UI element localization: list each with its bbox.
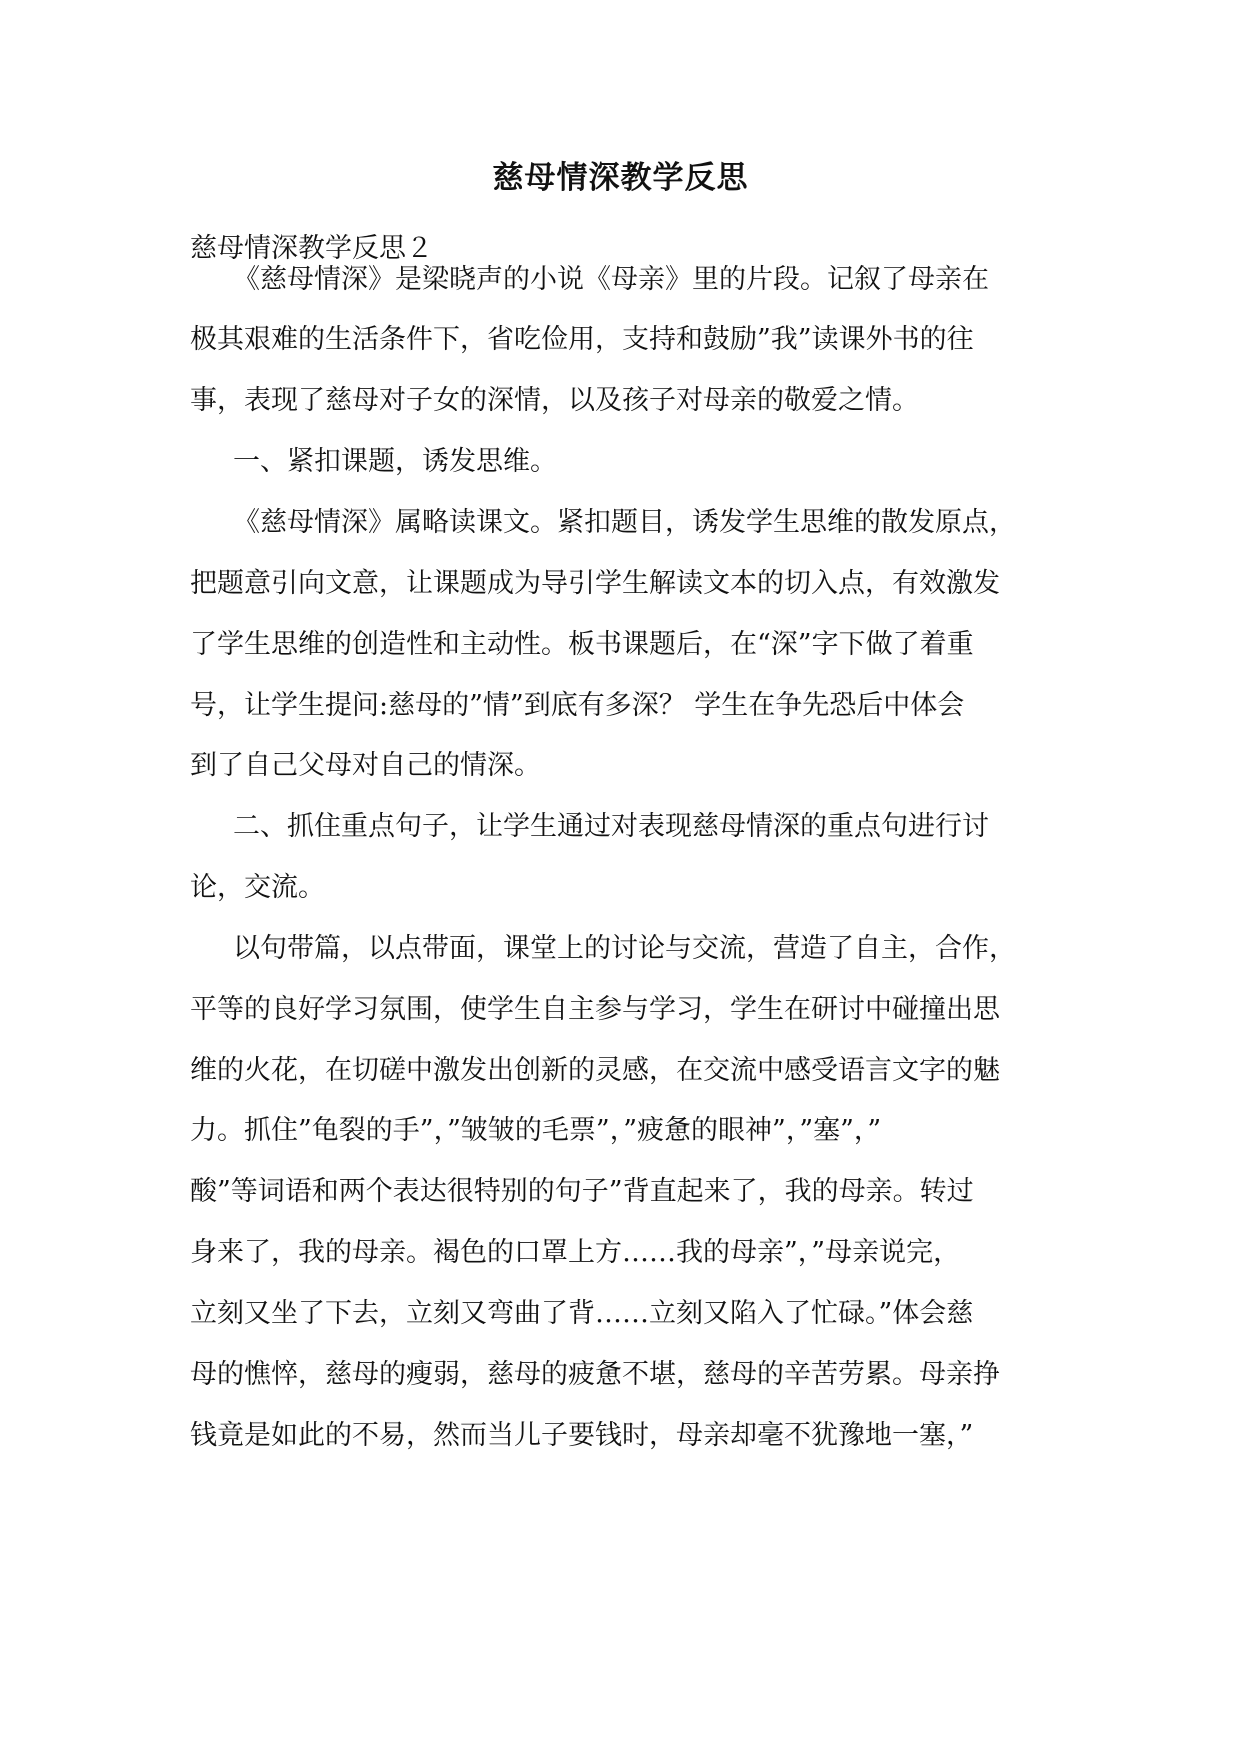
paragraph-line: 钱竟是如此的不易，然而当儿子要钱时，母亲却毫不犹豫地一塞，” [190, 1420, 974, 1451]
section-heading-continued: 论，交流。 [190, 872, 325, 903]
paragraph-line: 了学生思维的创造性和主动性。板书课题后，在“深”字下做了着重 [190, 629, 974, 660]
paragraph-line: 酸”等词语和两个表达很特别的句子”背直起来了，我的母亲。转过 [190, 1176, 974, 1207]
section-heading: 二、抓住重点句子，让学生通过对表现慈母情深的重点句进行讨 [233, 811, 989, 842]
paragraph-line: 母的憔悴，慈母的瘦弱，慈母的疲惫不堪，慈母的辛苦劳累。母亲挣 [190, 1359, 1000, 1390]
paragraph-line: 把题意引向文意，让课题成为导引学生解读文本的切入点，有效激发 [190, 568, 1000, 599]
paragraph-line: 《慈母情深》属略读课文。紧扣题目，诱发学生思维的散发原点， [233, 507, 1016, 538]
paragraph-line: 身来了，我的母亲。褐色的口罩上方……我的母亲”，”母亲说完， [190, 1237, 961, 1268]
paragraph-line: 事，表现了慈母对子女的深情，以及孩子对母亲的敬爱之情。 [190, 385, 919, 416]
paragraph-line: 立刻又坐了下去，立刻又弯曲了背……立刻又陷入了忙碌。”体会慈 [190, 1298, 974, 1329]
document-subtitle: 慈母情深教学反思２ [190, 233, 433, 264]
paragraph-line: 极其艰难的生活条件下，省吃俭用，支持和鼓励”我”读课外书的往 [190, 324, 974, 355]
paragraph-line: 平等的良好学习氛围，使学生自主参与学习，学生在研讨中碰撞出思 [190, 994, 1000, 1025]
document-title: 慈母情深教学反思 [492, 160, 749, 196]
paragraph-line: 号，让学生提问:慈母的”情”到底有多深？ 学生在争先恐后中体会 [190, 690, 965, 721]
paragraph-line: 以句带篇，以点带面，课堂上的讨论与交流，营造了自主，合作， [233, 933, 1016, 964]
paragraph-line: 《慈母情深》是梁晓声的小说《母亲》里的片段。记叙了母亲在 [233, 264, 989, 295]
paragraph-line: 维的火花，在切磋中激发出创新的灵感，在交流中感受语言文字的魅 [190, 1055, 1000, 1086]
section-heading: 一、紧扣课题，诱发思维。 [233, 446, 557, 477]
paragraph-line: 到了自己父母对自己的情深。 [190, 750, 541, 781]
paragraph-line: 力。抓住”龟裂的手”，”皱皱的毛票”，”疲惫的眼神”，”塞”，” [190, 1115, 882, 1146]
